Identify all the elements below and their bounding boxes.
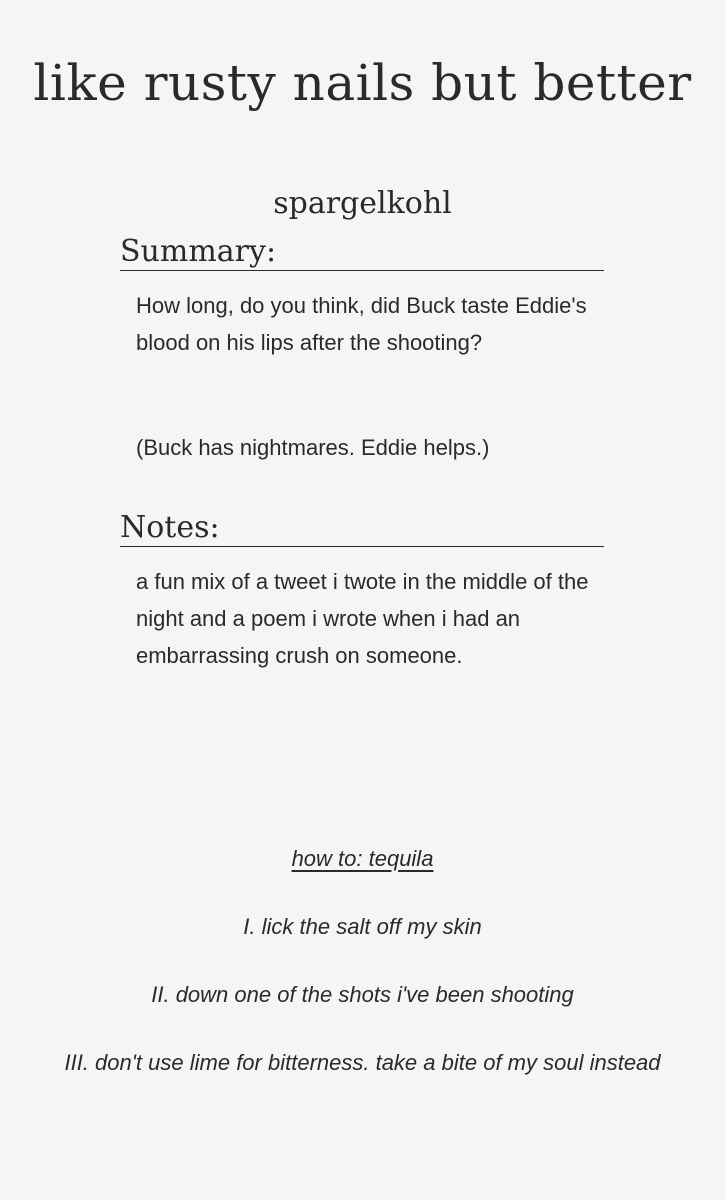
summary-paragraph: How long, do you think, did Buck taste Eddie's blood on his lips after the shooting?	[136, 293, 587, 355]
poem-line: I. lick the salt off my skin	[243, 914, 482, 939]
poem-line: III. don't use lime for bitterness. take a bite of my soul instead	[64, 1050, 661, 1075]
summary-paragraph: (Buck has nightmares. Eddie helps.)	[136, 435, 490, 460]
notes-paragraph: a fun mix of a tweet i twote in the middle of the night and a poem i wrote when i had an embarrassing crush on someone.	[136, 569, 589, 668]
work-title: like rusty nails but better	[33, 54, 692, 112]
author-name: spargelkohl	[273, 186, 452, 221]
poem-title: how to: tequila	[291, 846, 434, 871]
poem-line: II. down one of the shots i've been shooting	[151, 982, 574, 1007]
summary-heading: Summary:	[120, 234, 604, 271]
notes-heading: Notes:	[120, 510, 604, 547]
